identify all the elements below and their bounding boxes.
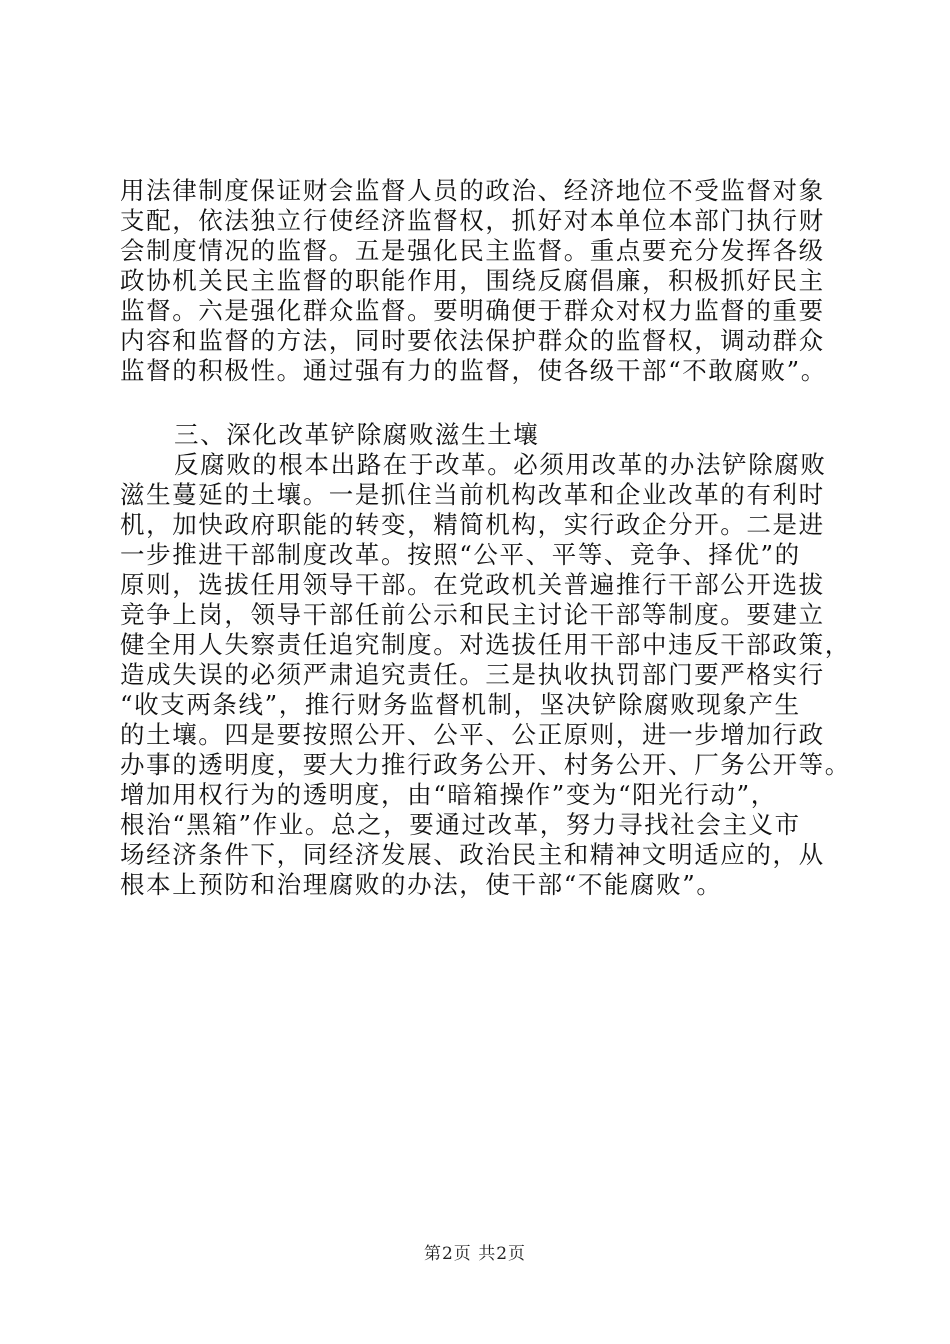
paragraph-reform bbox=[120, 450, 850, 900]
page-number-indicator: 第2页 共2页 bbox=[423, 1244, 527, 1264]
text-line: 用法律制度保证财会监督人员的政治、经济地位不受监督对象 bbox=[120, 176, 825, 205]
text-line: 监督的积极性。通过强有力的监督，使各级干部“不敢腐败”。 bbox=[120, 356, 827, 385]
text-line: 原则，选拔任用领导干部。在党政机关普遍推行干部公开选拔 bbox=[120, 570, 825, 599]
section-heading-text: 三、深化改革铲除腐败滋生土壤 bbox=[174, 420, 540, 449]
text-line: 监督。六是强化群众监督。要明确便于群众对权力监督的重要 bbox=[120, 296, 825, 325]
text-line: 竞争上岗，领导干部任前公示和民主讨论干部等制度。要建立 bbox=[120, 600, 825, 629]
text-line: 根治“黑箱”作业。总之，要通过改革，努力寻找社会主义市 bbox=[120, 810, 801, 839]
text-line: 支配，依法独立行使经济监督权，抓好对本单位本部门执行财 bbox=[120, 206, 825, 235]
text-line: 内容和监督的方法，同时要依法保护群众的监督权，调动群众 bbox=[120, 326, 825, 355]
text-line: 根本上预防和治理腐败的办法，使干部“不能腐败”。 bbox=[120, 870, 723, 899]
text-line: 一步推进干部制度改革。按照“公平、平等、竞争、择优”的 bbox=[120, 540, 801, 569]
text-line: 造成失误的必须严肃追究责任。三是执收执罚部门要严格实行 bbox=[120, 660, 825, 689]
text-line: 增加用权行为的透明度，由“暗箱操作”变为“阳光行动”， bbox=[120, 780, 777, 809]
page-footer bbox=[0, 1242, 950, 1266]
text-line: “收支两条线”，推行财务监督机制，坚决铲除腐败现象产生 bbox=[120, 690, 801, 719]
text-line: 反腐败的根本出路在于改革。必须用改革的办法铲除腐败 bbox=[174, 450, 827, 479]
text-line: 的土壤。四是要按照公开、公平、公正原则，进一步增加行政 bbox=[120, 720, 825, 749]
section-heading bbox=[120, 420, 850, 450]
text-line: 健全用人失察责任追究制度。对选拔任用干部中违反干部政策， bbox=[120, 630, 851, 659]
text-line: 办事的透明度，要大力推行政务公开、村务公开、厂务公开等。 bbox=[120, 750, 851, 779]
text-line: 滋生蔓延的土壤。一是抓住当前机构改革和企业改革的有利时 bbox=[120, 480, 825, 509]
text-line: 场经济条件下，同经济发展、政治民主和精神文明适应的，从 bbox=[120, 840, 825, 869]
paragraph-supervision bbox=[120, 176, 850, 386]
text-line: 机，加快政府职能的转变，精简机构，实行政企分开。二是进 bbox=[120, 510, 825, 539]
text-line: 会制度情况的监督。五是强化民主监督。重点要充分发挥各级 bbox=[120, 236, 825, 265]
text-line: 政协机关民主监督的职能作用，围绕反腐倡廉，积极抓好民主 bbox=[120, 266, 825, 295]
